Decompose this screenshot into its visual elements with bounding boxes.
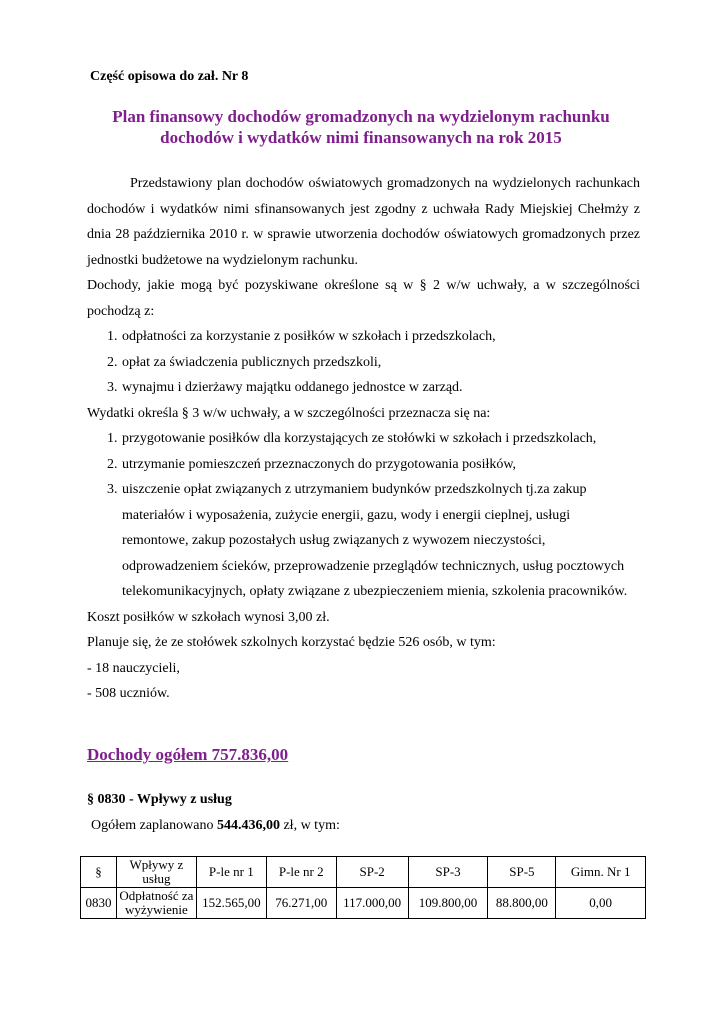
students-count: - 508 uczniów. — [87, 686, 170, 701]
list-number: 2. — [107, 456, 118, 472]
table-cell: 88.800,00 — [488, 888, 556, 919]
list-text: przygotowanie posiłków dla korzystających ze stołówki w szkołach i przedszkolach, — [122, 431, 597, 446]
list-item — [87, 426, 640, 452]
planned-amount: 544.436,00 — [216, 818, 280, 833]
title-line-2: dochodów i wydatków nimi finansowanych na rok 2015 — [160, 128, 562, 147]
table-header-cell: P-le nr 1 — [196, 857, 266, 888]
table-header-row — [81, 857, 646, 888]
planned-total — [91, 818, 340, 834]
table-header-cell: Wpływy z usług — [116, 857, 196, 888]
intro-paragraph: Przedstawiony plan dochodów oświatowych gromadzonych na wydzielonych rachunkach dochodów i wydatków nimi sfinansowanych jest zgodny z uchwała Rady Miejskiej Chełmży z dnia 28 października 2010 r. w sprawie utworzenia dochodów oświatowych gromadzonych przez jednostki budżetowe na wydzielonym rachunku. — [87, 176, 640, 268]
table-row — [81, 888, 646, 919]
table-cell: Odpłatność za wyżywienie — [116, 888, 196, 919]
list-item — [87, 324, 640, 350]
table-header-cell: SP-3 — [408, 857, 488, 888]
table-cell: 152.565,00 — [196, 888, 266, 919]
list-item — [87, 375, 640, 401]
expense-intro: Wydatki określa § 3 w/w uchwały, a w szczególności przeznacza się na: — [87, 405, 491, 421]
list-number: 1. — [107, 329, 118, 344]
title-line-1: Plan finansowy dochodów gromadzonych na wydzielonym rachunku — [112, 107, 610, 126]
expense-list — [87, 426, 640, 605]
list-text: opłat za świadczenia publicznych przedszkoli, — [122, 354, 382, 370]
list-number: 3. — [107, 482, 118, 497]
total-income-heading: Dochody ogółem 757.836,00 — [87, 745, 289, 764]
list-item — [87, 350, 640, 376]
document-title — [80, 106, 642, 148]
income-intro: Dochody, jakie mogą być pozyskiwane określone są w § 2 w/w uchwały, a w szczególności pochodzą z: — [87, 278, 640, 319]
list-text: wynajmu i dzierżawy majątku oddanego jednostce w zarząd. — [122, 380, 463, 395]
table-header-cell: P-le nr 2 — [266, 857, 336, 888]
planned-suffix: zł, w tym: — [279, 818, 340, 833]
planned-prefix: Ogółem zaplanowano — [91, 818, 217, 833]
teachers-count: - 18 nauczycieli, — [87, 660, 180, 676]
list-text: odpłatności za korzystanie z posiłków w szkołach i przedszkolach, — [122, 329, 496, 344]
attachment-label: Część opisowa do zał. Nr 8 — [90, 69, 249, 84]
income-table — [80, 856, 646, 919]
table-header-cell: § — [81, 857, 117, 888]
table-header-cell: SP-2 — [336, 857, 408, 888]
table-cell: 117.000,00 — [336, 888, 408, 919]
table-cell: 0830 — [81, 888, 117, 919]
table-header-cell: Gimn. Nr 1 — [556, 857, 646, 888]
list-item — [87, 452, 640, 478]
list-text: uiszczenie opłat związanych z utrzymaniem budynków przedszkolnych tj.za zakup materiałów i wyposażenia, zużycie energii, gazu, wody i energii cieplnej, usługi remontowe, zakup pozostałych usług związanych z wywozem nieczystości, odprowadzeniem ścieków, przeprowadzenie przeglądów technicznych, usług pocztowych telekomunikacyjnych, opłaty związane z ubezpieczeniem mienia, szkolenia pracowników. — [122, 482, 628, 599]
meal-cost: Koszt posiłków w szkołach wynosi 3,00 zł. — [87, 609, 330, 625]
body-text — [87, 171, 640, 707]
section-code-title: § 0830 - Wpływy z usług — [87, 792, 232, 807]
list-number: 1. — [107, 431, 118, 446]
list-number: 3. — [107, 380, 118, 395]
income-list — [87, 324, 640, 401]
list-number: 2. — [107, 354, 118, 370]
plan-users: Planuje się, że ze stołówek szkolnych korzystać będzie 526 osób, w tym: — [87, 635, 496, 650]
table-cell: 109.800,00 — [408, 888, 488, 919]
table-header-cell: SP-5 — [488, 857, 556, 888]
list-text: utrzymanie pomieszczeń przeznaczonych do przygotowania posiłków, — [122, 456, 517, 472]
table-cell: 0,00 — [556, 888, 646, 919]
table-cell: 76.271,00 — [266, 888, 336, 919]
list-item — [87, 477, 640, 605]
